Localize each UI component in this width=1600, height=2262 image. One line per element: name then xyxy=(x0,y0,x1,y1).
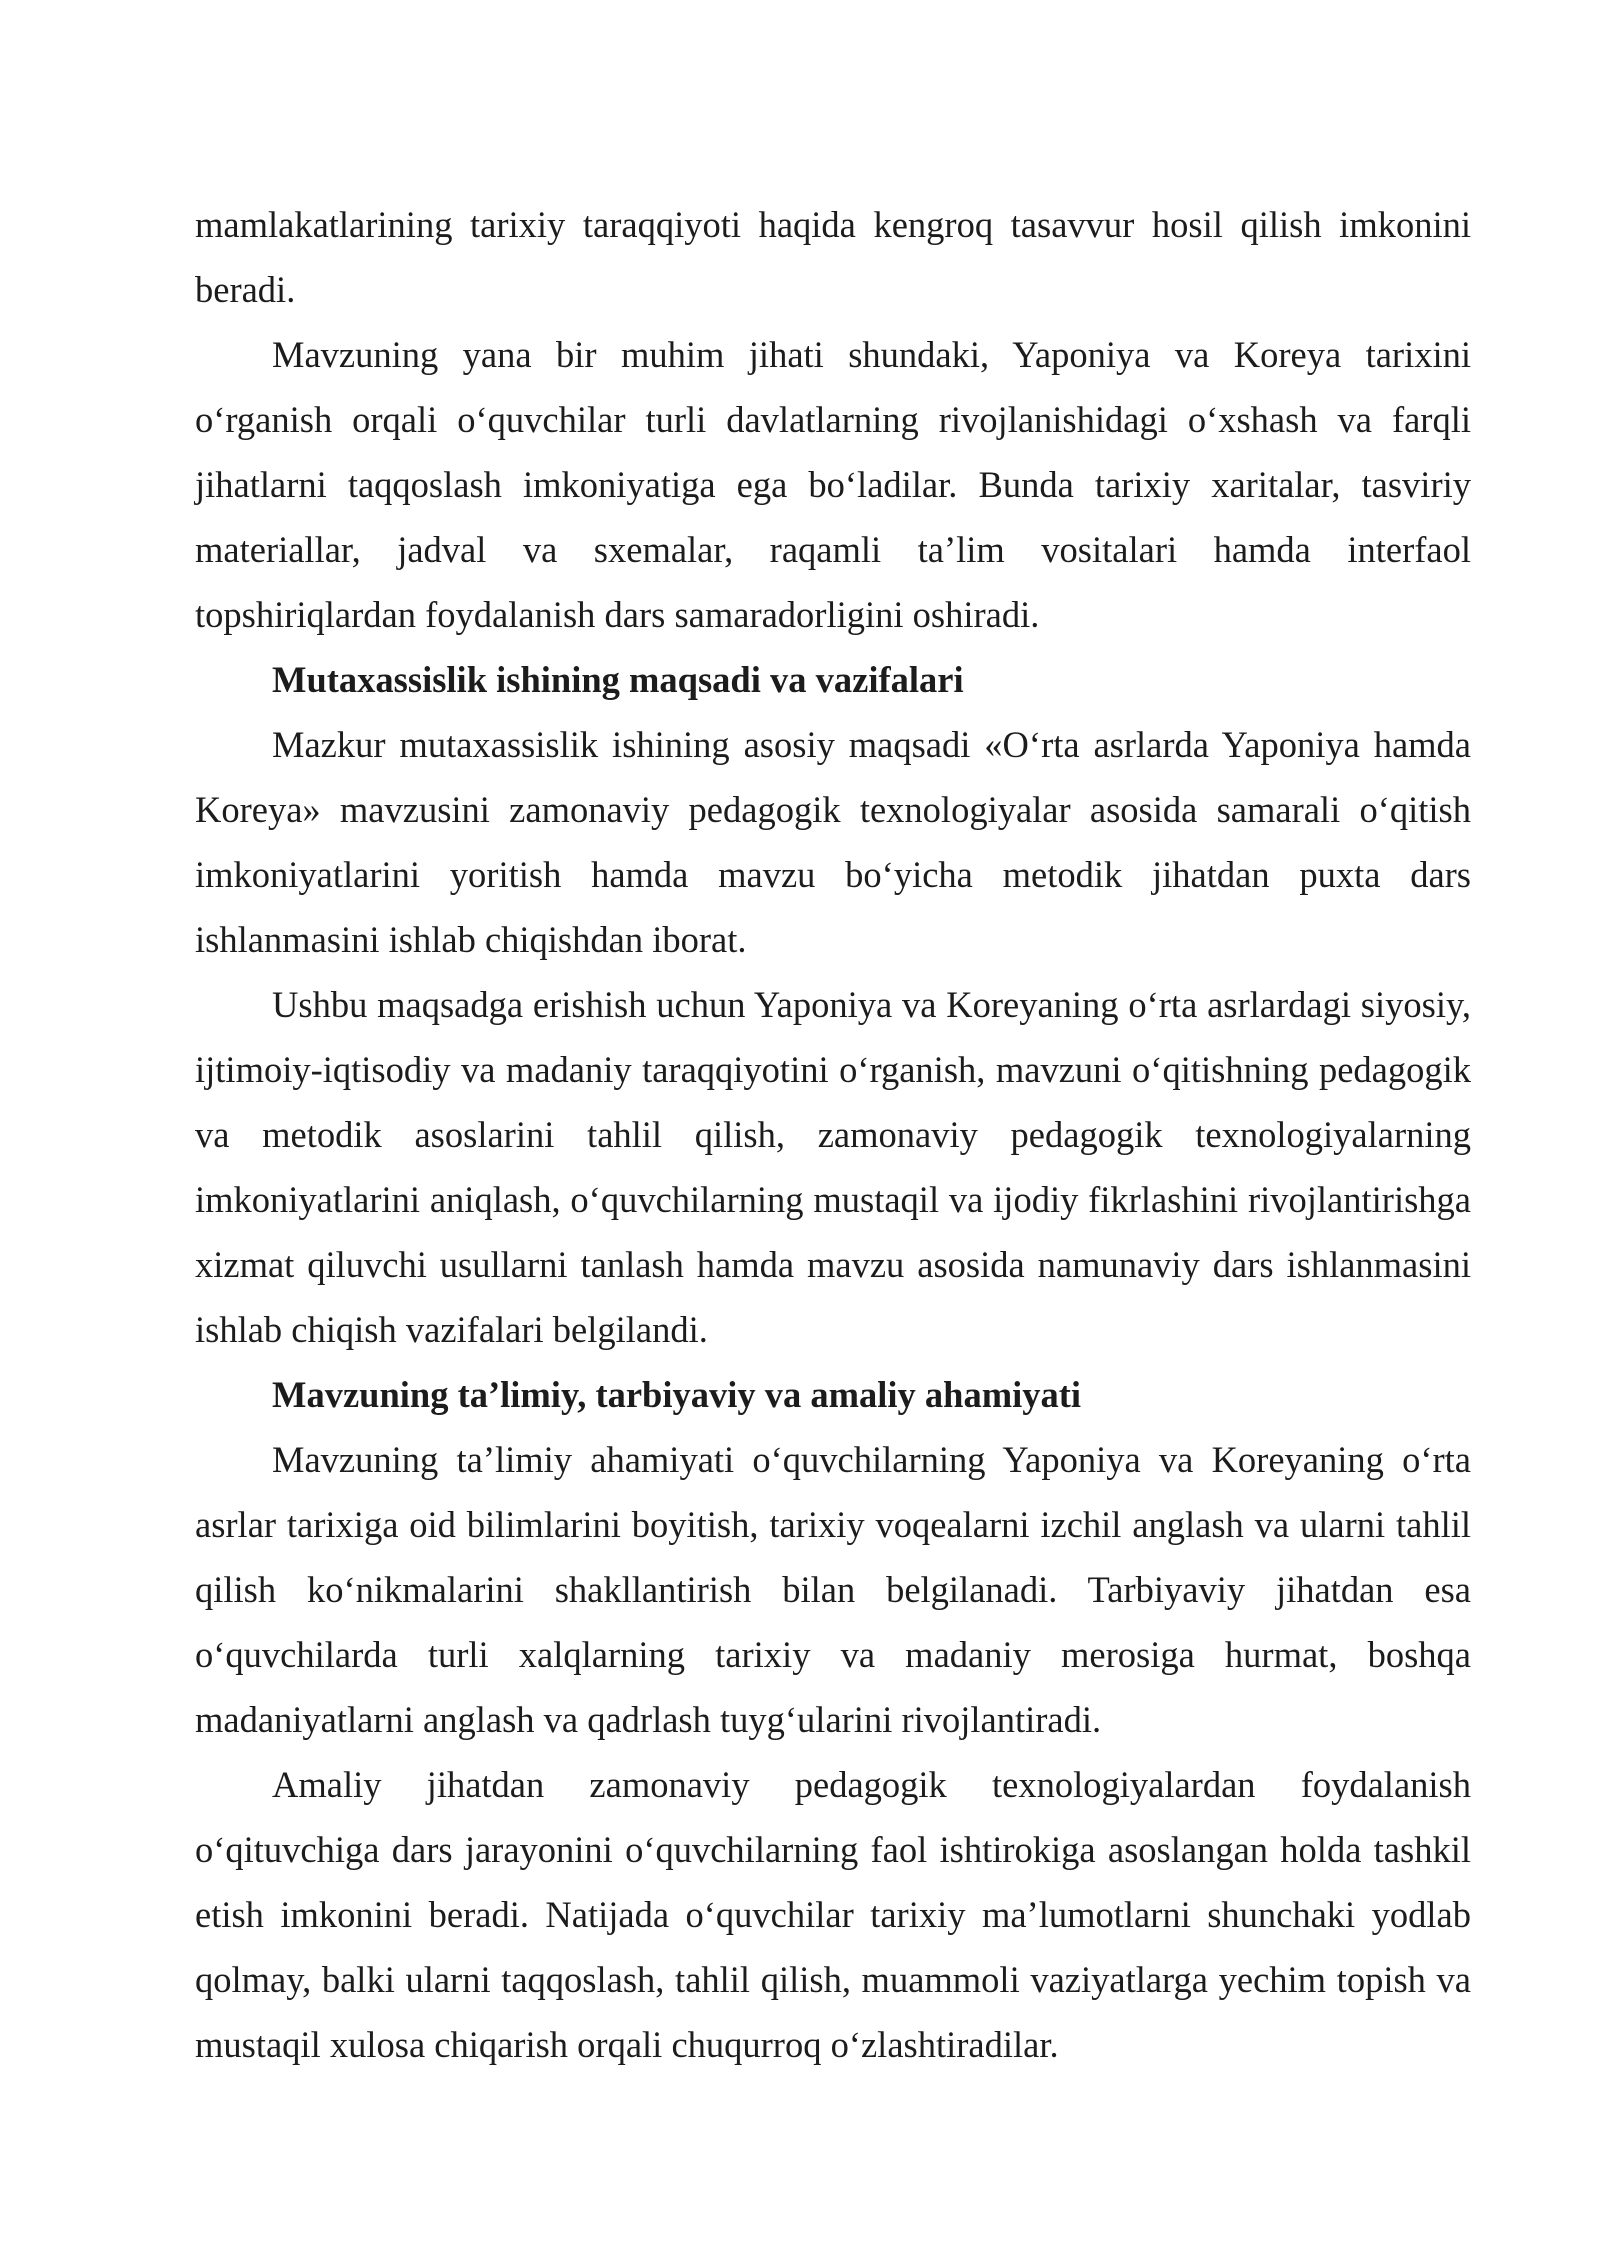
document-page xyxy=(195,192,1471,2077)
paragraph-tasks: Ushbu maqsadga erishish uchun Yaponiya va Koreyaning o‘rta asrlardagi siyosiy, ijtimoiy-iqtisodiy va madaniy taraqqiyotini o‘rganish, mavzuni o‘qitishning pedagogik va metodik asoslarini tahlil qilish, zamonaviy pedagogik texnologiyalarning imkoniyatlarini aniqlash, o‘quvchilarning mustaqil va ijodiy fikrlashini rivojlantirishga xizmat qiluvchi usullarni tanlash hamda mavzu asosida namunaviy dars ishlanmasini ishlab chiqish vazifalari belgilandi. xyxy=(195,984,1471,1350)
section-heading-goals: Mutaxassislik ishining maqsadi va vazifalari xyxy=(272,659,964,700)
paragraph-main-goal: Mazkur mutaxassislik ishining asosiy maqsadi «O‘rta asrlarda Yaponiya hamda Koreya» mavzusini zamonaviy pedagogik texnologiyalar asosida samarali o‘qitish imkoniyatlarini yoritish hamda mavzu bo‘yicha metodik jihatdan puxta dars ishlanmasini ishlab chiqishdan iborat. xyxy=(195,724,1471,960)
paragraph-continuation: mamlakatlarining tarixiy taraqqiyoti haqida kengroq tasavvur hosil qilish imkonini beradi. xyxy=(195,204,1471,310)
paragraph-topic-importance: Mavzuning yana bir muhim jihati shundaki, Yaponiya va Koreya tarixini o‘rganish orqali o‘quvchilar turli davlatlarning rivojlanishidagi o‘xshash va farqli jihatlarni taqqoslash imkoniyatiga ega bo‘ladilar. Bunda tarixiy xaritalar, tasviriy materiallar, jadval va sxemalar, raqamli ta’lim vositalari hamda interfaol topshiriqlardan foydalanish dars samaradorligini oshiradi. xyxy=(195,334,1471,635)
section-heading-significance: Mavzuning ta’limiy, tarbiyaviy va amaliy ahamiyati xyxy=(272,1374,1082,1415)
paragraph-educational-significance: Mavzuning ta’limiy ahamiyati o‘quvchilarning Yaponiya va Koreyaning o‘rta asrlar tarixiga oid bilimlarini boyitish, tarixiy voqealarni izchil anglash va ularni tahlil qilish ko‘nikmalarini shakllantirish bilan belgilanadi. Tarbiyaviy jihatdan esa o‘quvchilarda turli xalqlarning tarixiy va madaniy merosiga hurmat, boshqa madaniyatlarni anglash va qadrlash tuyg‘ularini rivojlantiradi. xyxy=(195,1439,1471,1740)
paragraph-practical-significance: Amaliy jihatdan zamonaviy pedagogik texnologiyalardan foydalanish o‘qituvchiga dars jarayonini o‘quvchilarning faol ishtirokiga asoslangan holda tashkil etish imkonini beradi. Natijada o‘quvchilar tarixiy ma’lumotlarni shunchaki yodlab qolmay, balki ularni taqqoslash, tahlil qilish, muammoli vaziyatlarga yechim topish va mustaqil xulosa chiqarish orqali chuqurroq o‘zlashtiradilar. xyxy=(195,1764,1471,2065)
